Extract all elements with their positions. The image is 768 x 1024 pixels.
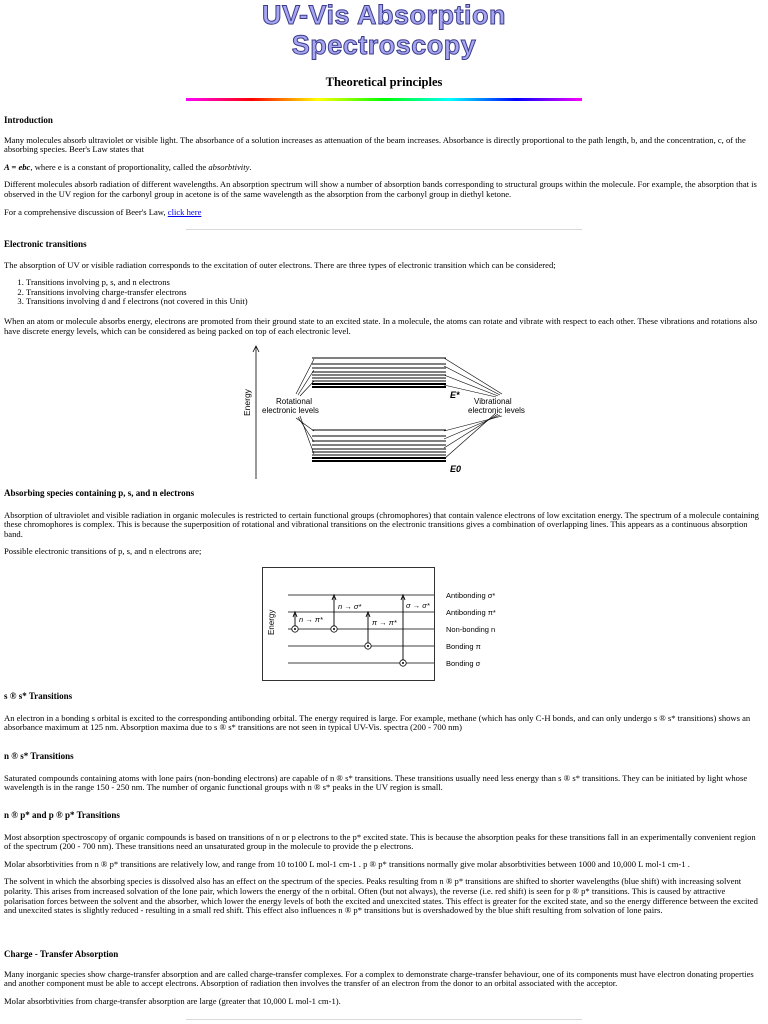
absorbing-paragraph-2: Possible electronic transitions of p, s, and n electrons are; xyxy=(4,546,202,557)
list-item: 1. Transitions involving p, s, and n electrons xyxy=(26,278,764,288)
rotational-label-1: Rotational xyxy=(276,397,313,406)
arrow-label-n-sigma: n → σ* xyxy=(338,602,362,611)
intro-section xyxy=(4,116,764,217)
lower-electronic-level xyxy=(312,430,446,461)
excited-state-label: E* xyxy=(450,390,460,400)
n-pi-heading: n ® p* and p ® p* Transitions xyxy=(4,810,120,820)
intro-heading: Introduction xyxy=(4,115,53,125)
n-pi-paragraph-1: Most absorption spectroscopy of organic compounds is based on transitions of n or p electrons to the p* excited state. This is because the absorption peaks for these transitions fall in an experimentally convenient region of the spectrum (200 - 700 nm). These transitions need an unsaturated group in the molecule to provide the p electrons. xyxy=(4,831,756,852)
sigma-sigma-heading: s ® s* Transitions xyxy=(4,691,73,701)
beers-law-line: A = ebc, where e is a constant of proportionality, called the absorbtivity. xyxy=(4,161,252,172)
level-label: Non-bonding n xyxy=(446,625,496,634)
charge-transfer-heading: Charge - Transfer Absorption xyxy=(4,949,119,959)
n-pi-section xyxy=(4,811,764,916)
absorbing-paragraph-1: Absorption of ultraviolet and visible radiation in organic molecules is restricted to certain functional groups (chromophores) that contain valence electrons of low excitation energy. The spectrum of a molecule containing these chromophores is complex. This is because the superposition of rotational and vibrational transitions on the electronic transitions gives a combination of overlapping lines. This appears as a continuous absorption band. xyxy=(4,509,759,539)
electronic-paragraph-1: The absorption of UV or visible radiation corresponds to the excitation of outer electrons. There are three types of electronic transition which can be considered; xyxy=(4,259,556,270)
n-pi-paragraph-3: The solvent in which the absorbing species is dissolved also has an effect on the spectrum of the species. Peaks resulting from n ® p* transitions are shifted to shorter wavelengths (blue shift) with increasing solvent polarity. This arises from increased solvation of the lone pair, which lowers the energy of the n orbital. Often (but not always), the reverse (i.e. red shift) is seen for p ® p* transitions. This is caused by attractive polarisation forces between the solvent and the absorber, which lower the energy levels of both the excited and unexcited states. This effect is greater for the excited state, and so the energy difference between the excited and unexcited states is slightly reduced - resulting in a small red shift. This effect also influences n ® p* transitions but is overshadowed by the blue shift resulting from solvation of lone pairs. xyxy=(4,876,758,916)
absorbing-heading: Absorbing species containing p, s, and n electrons xyxy=(4,488,195,498)
electronic-heading: Electronic transitions xyxy=(4,239,87,249)
intro-paragraph-1: Many molecules absorb ultraviolet or visible light. The absorbance of a solution increases as attenuation of the beam increases. Absorbance is directly proportional to the path length, b, and the concentration, c, of the absorbing species. Beer's Law states that xyxy=(4,134,746,155)
list-item: 2. Transitions involving charge-transfer electrons xyxy=(26,288,764,298)
intro-paragraph-2: Different molecules absorb radiation of different wavelengths. An absorption spectrum will show a number of absorption bands corresponding to structural groups within the molecule. For example, the absorption that is observed in the UV region for the carbonyl group in acetone is of the same wavelength as the absorption from the carbonyl group in diethyl ketone. xyxy=(4,179,757,199)
energy-axis-label: Energy xyxy=(242,389,252,416)
vibrational-label-1: Vibrational xyxy=(474,397,512,406)
charge-transfer-paragraph-2: Molar absorbtivities from charge-transfer absorption are large (greater that 10,000 L mol-1 cm-1). xyxy=(4,995,341,1006)
ground-state-label: E0 xyxy=(450,464,462,474)
level-label: Bonding σ xyxy=(446,659,481,668)
beers-law-formula: A = ebc xyxy=(4,161,31,172)
banner-line-1: UV-Vis Absorption xyxy=(261,0,507,30)
n-sigma-paragraph: Saturated compounds containing atoms with lone pairs (non-bonding electrons) are capable of n ® s* transitions. These transitions usually need less energy than s ® s* transitions. They can be initiated by light whose wavelength is in the range 150 - 250 nm. The number of organic functional groups with n ® s* peaks in the UV region is small. xyxy=(4,772,748,793)
level-label: Bonding π xyxy=(446,642,481,651)
level-label: Antibonding π* xyxy=(446,608,496,617)
beers-law-link[interactable]: click here xyxy=(167,206,202,217)
arrow-label-sigma-sigma: σ → σ* xyxy=(406,601,430,610)
transitions-figure-frame xyxy=(263,568,435,681)
energy-levels-figure xyxy=(236,344,536,479)
bottom-divider xyxy=(186,1019,582,1020)
vibrational-label-2: electronic levels xyxy=(468,406,525,415)
section-divider xyxy=(186,229,582,230)
charge-transfer-section xyxy=(4,950,764,1006)
rotational-label-2: electronic levels xyxy=(262,406,319,415)
title-banner xyxy=(4,0,764,66)
absorbtivity-term: absorbtivity xyxy=(208,161,250,172)
intro-paragraph-3 xyxy=(4,208,764,218)
n-pi-paragraph-2: Molar absorbtivities from n ® p* transitions are relatively low, and range from 10 to100 L mol-1 cm-1 . p ® p* transitions normally give molar absorbtivities between 1000 and 10,000 L mol-1 cm-1 . xyxy=(4,858,690,869)
transitions-figure xyxy=(262,567,512,682)
sigma-sigma-paragraph: An electron in a bonding s orbital is excited to the corresponding antibonding orbital. The energy required is large. For example, methane (which has only C-H bonds, and can only undergo s ® s* transitions) shows an absorbance maximum at 125 nm. Absorption maxima due to s ® s* transitions are not seen in typical UV-Vis. spectra (200 - 700 nm) xyxy=(4,712,751,733)
list-item: 3. Transitions involving d and f electrons (not covered in this Unit) xyxy=(26,297,764,307)
n-sigma-heading: n ® s* Transitions xyxy=(4,751,74,761)
absorbing-section xyxy=(4,489,764,557)
upper-electronic-level xyxy=(312,358,446,387)
arrow-label-n-pi: n → π* xyxy=(299,615,323,624)
arrow-label-pi-pi: π → π* xyxy=(372,618,397,627)
beers-law-text: , where e is a constant of proportionality, called the xyxy=(30,161,209,172)
electronic-section xyxy=(4,240,764,336)
charge-transfer-paragraph-1: Many inorganic species show charge-transfer absorption and are called charge-transfer complexes. For a complex to demonstrate charge-transfer behaviour, one of its components must have electron donating properties and another component must be able to accept electrons. Absorption of radiation then involves the transfer of an electron from the donor to an orbital associated with the acceptor. xyxy=(4,968,754,989)
transitions-energy-label: Energy xyxy=(267,609,276,635)
banner-line-2: Spectroscopy xyxy=(291,30,477,60)
electronic-paragraph-2: When an atom or molecule absorbs energy, electrons are promoted from their ground state to an excited state. In a molecule, the atoms can rotate and vibrate with respect to each other. These vibrations and rotations also have discrete energy levels, which can be considered as being packed on top of each electronic level. xyxy=(4,315,758,336)
intro-link-prefix: For a comprehensive discussion of Beer's Law, xyxy=(4,206,168,217)
page-subtitle: Theoretical principles xyxy=(325,75,443,89)
level-label: Antibonding σ* xyxy=(446,591,496,600)
transition-types-list xyxy=(4,278,764,307)
n-sigma-section xyxy=(4,752,764,793)
sigma-sigma-section xyxy=(4,692,764,733)
rainbow-divider xyxy=(186,98,582,101)
